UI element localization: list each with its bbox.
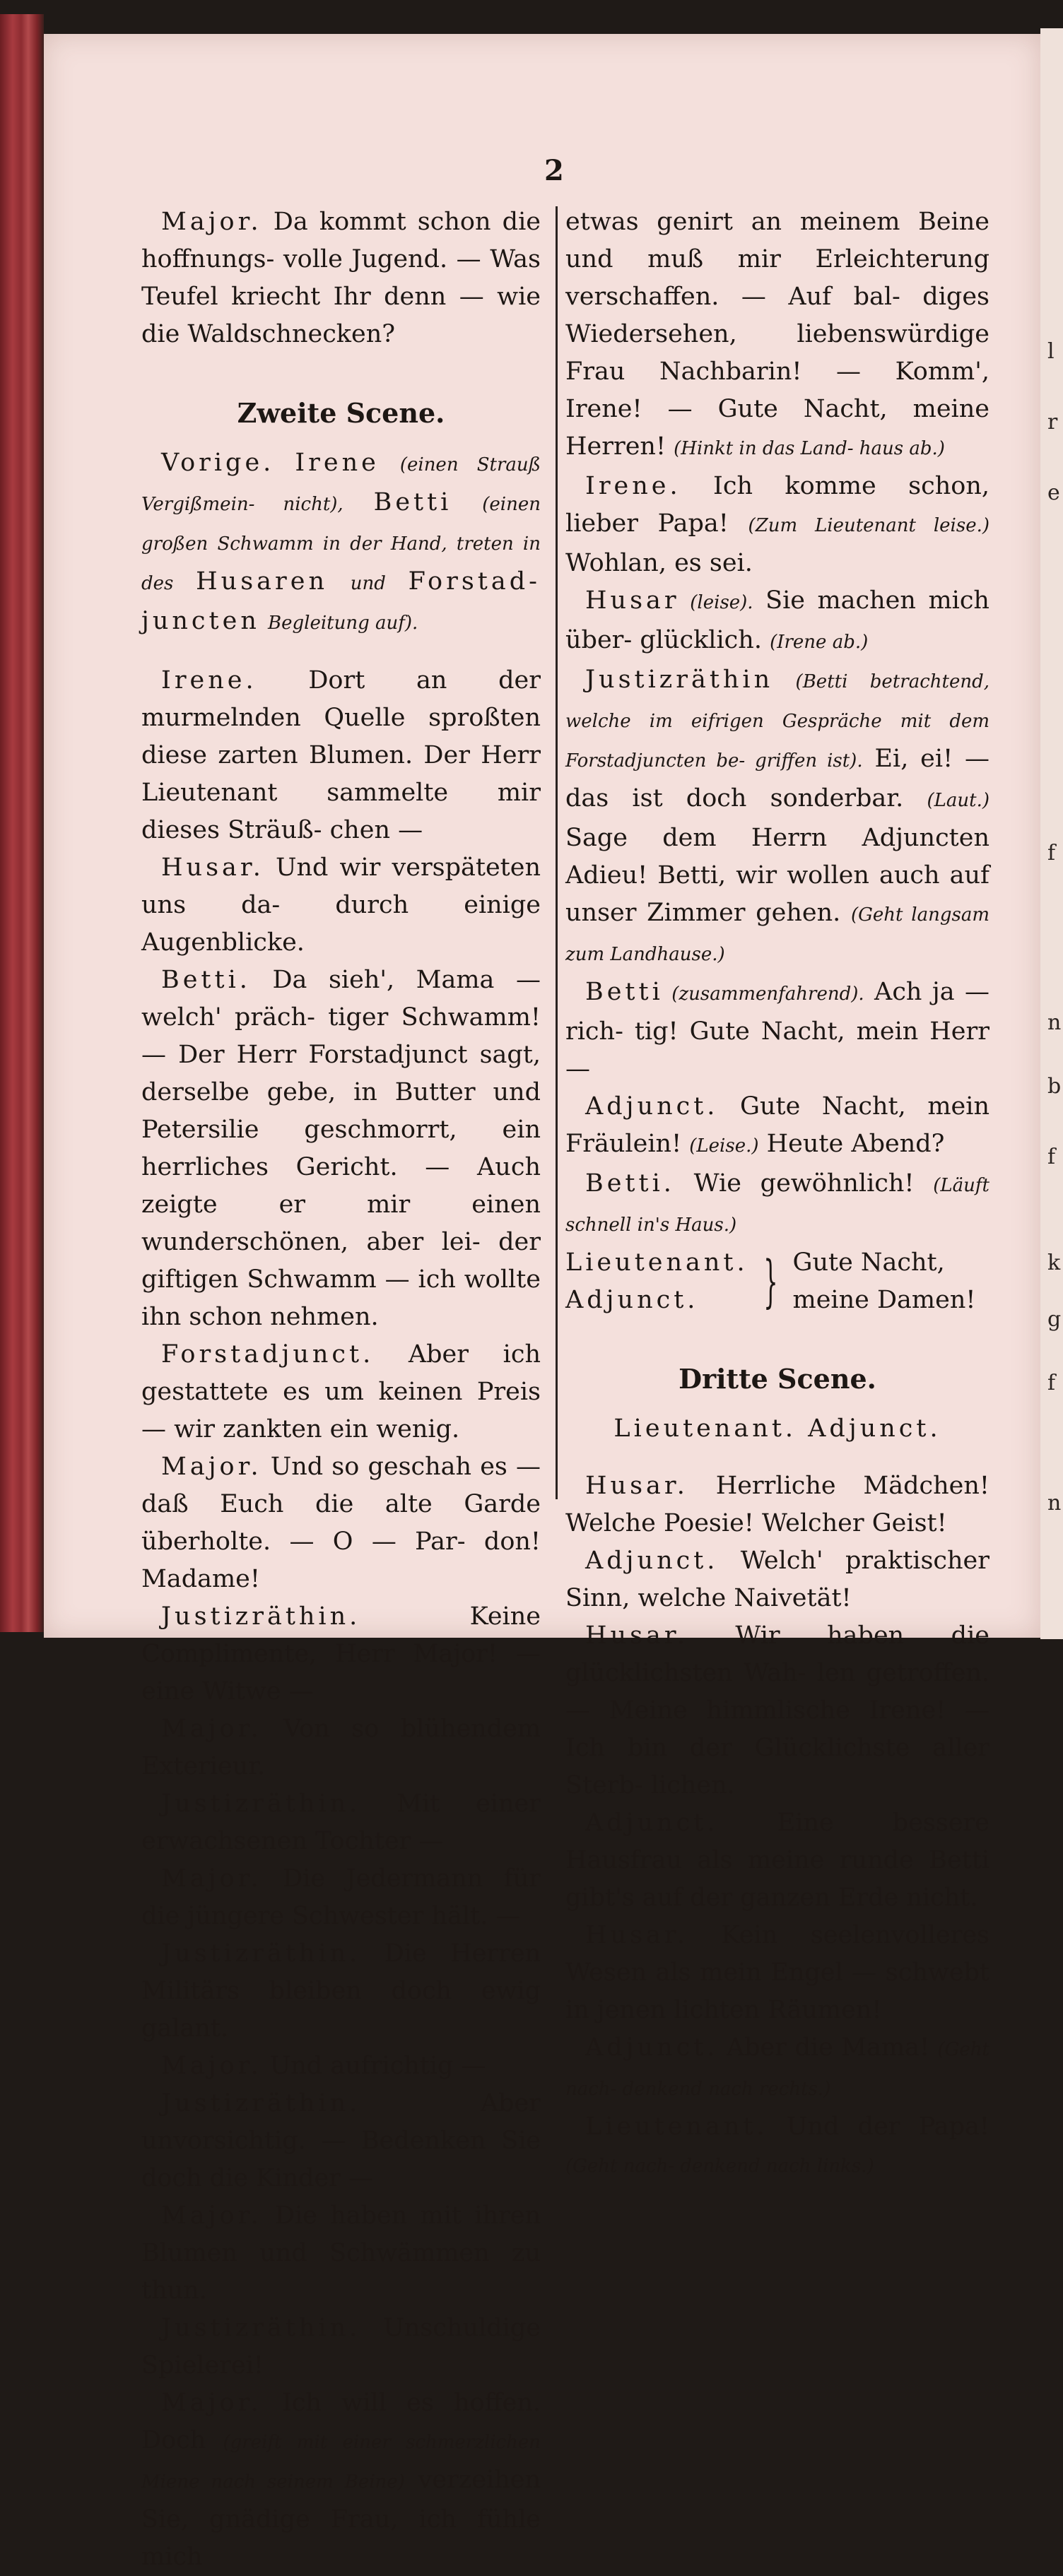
cast-direction: (einen großen Schwamm in der Hand, treten in des <box>141 494 541 594</box>
line-text: Ich will es hoffen. Doch <box>141 2389 541 2454</box>
dialogue-line <box>565 1542 989 1617</box>
dialogue-line <box>565 1804 989 1917</box>
dialogue-line <box>141 1336 541 1448</box>
dialogue-line <box>565 2029 989 2108</box>
dialogue-line <box>141 2385 541 2576</box>
dialogue-line <box>565 2108 989 2185</box>
speaker-name: Major. <box>161 2052 262 2080</box>
stage-direction: (Leise.) <box>689 1135 759 1157</box>
facing-page-letter: g <box>1047 1307 1062 1332</box>
speaker-name: Husar. <box>585 1621 688 1650</box>
speaker-name: Husar. <box>585 1921 688 1949</box>
stage-direction: (zusammenfahrend). <box>663 983 864 1005</box>
dialogue-line <box>141 1598 541 1711</box>
dialogue-line <box>565 1617 989 1804</box>
facing-page-letter: n <box>1047 1491 1062 1516</box>
speaker-name: Major. <box>161 2389 262 2417</box>
speaker-name: Forstadjunct. <box>161 1340 375 1369</box>
facing-page-letter: f <box>1047 841 1056 865</box>
line-text: Von so blühendem Exterieur. <box>141 1715 541 1780</box>
speaker-name: Lieutenant. <box>565 1248 748 1277</box>
speaker-name: Major. <box>161 208 262 236</box>
right-column <box>565 203 989 2185</box>
stage-direction: (Zum Lieutenant leise.) <box>748 515 989 536</box>
speaker-name: Major. <box>161 1865 262 1893</box>
speaker-name: Betti. <box>161 966 251 994</box>
line-text: Aber ich gestattete es um keinen Preis — wir zankten ein wenig. <box>141 1340 541 1443</box>
line-text: Herrliche Mädchen! Welche Poesie! Welcher Geist! <box>565 1472 989 1537</box>
line-text: Gute Nacht, meine Damen! <box>792 1248 976 1314</box>
line-text: Und aufrichtig — <box>262 2052 486 2080</box>
dialogue-line <box>141 849 541 962</box>
scene-heading: Zweite Scene. <box>237 397 445 429</box>
brace-glyph: } <box>763 1248 778 1314</box>
dialogue-line <box>565 1165 989 1244</box>
speaker-name: Major. <box>161 1715 262 1743</box>
stage-direction: (leise). <box>679 592 753 613</box>
cast-name: Irene <box>295 449 380 477</box>
line-text: Heute Abend? <box>758 1130 945 1158</box>
facing-page-letter: n <box>1047 1010 1062 1035</box>
facing-page-letter: f <box>1047 1145 1056 1169</box>
line-text: Aber die Mama! <box>718 2033 938 2062</box>
joint-speakers <box>565 1244 748 1319</box>
left-column <box>141 203 541 2576</box>
line-text: Die Jedermann für die jüngere Schwester hält. — <box>141 1865 541 1930</box>
line-text: Mit einer erwachsenen Tochter — <box>141 1790 541 1855</box>
line-text: Keine Complimente, Herr Major! — eine Witwe — <box>141 1602 541 1706</box>
speaker-name: Major. <box>161 2202 262 2230</box>
stage-direction: (Irene ab.) <box>770 632 869 653</box>
line-text: Gute Nacht, mein Fräulein! <box>565 1092 989 1158</box>
speaker-name: Betti. <box>585 1169 675 1198</box>
speaker-name: Justizräthin. <box>161 1790 361 1818</box>
facing-page-edge <box>1040 28 1063 1639</box>
stage-direction <box>141 444 541 642</box>
cast-direction: und <box>350 573 386 594</box>
scene-cast: Lieutenant. Adjunct. <box>613 1414 941 1443</box>
line-text: Wie gewöhnlich! <box>674 1169 934 1198</box>
speaker-name: Major. <box>161 1453 262 1481</box>
line-text: Die haben mit ihren Blumen und Schwämmen zu thun. <box>141 2202 541 2305</box>
book-edge <box>0 14 44 1632</box>
dialogue-line <box>565 1917 989 2029</box>
dialogue-line <box>141 2310 541 2385</box>
dialogue-line <box>141 2048 541 2085</box>
speaker-name: Husar. <box>161 853 264 882</box>
dialogue-line <box>141 2197 541 2310</box>
line-text: Die Herren Militärs bleiben doch ewig galant. <box>141 1939 541 2043</box>
cast-direction: (einen Strauß Vergißmein- nicht), <box>141 454 541 515</box>
dialogue-line <box>141 2085 541 2197</box>
speaker-name: Justizräthin. <box>161 2314 361 2342</box>
line-text: Ich komme schon, lieber Papa! <box>565 472 989 538</box>
stage-direction: (greift mit einer schmerzlichen Miene nach seinem Beine) <box>141 2432 541 2493</box>
line-text: Sage dem Herrn Adjuncten Adieu! Betti, wir wollen auch auf unser Zimmer gehen. <box>565 824 989 927</box>
line-text: Und der Papa! <box>768 2113 989 2141</box>
speaker-name: Adjunct. <box>585 1547 719 1575</box>
stage-direction: (Betti betrachtend, welche im eifrigen Gespräche mit dem Forstadjuncten be- griffen ist). <box>565 671 989 772</box>
facing-page-letter: b <box>1047 1074 1062 1099</box>
facing-page-letter: k <box>1047 1251 1061 1275</box>
dialogue-line <box>565 582 989 661</box>
facing-page-letter: l <box>1047 339 1055 364</box>
stage-direction: (Geht nach- denkend nach links.) <box>565 2156 874 2177</box>
dialogue-line <box>141 1785 541 1860</box>
speaker-name: Lieutenant. <box>585 2113 768 2141</box>
dialogue-line <box>141 203 541 353</box>
stage-direction: (Geht nach- denkend nach rechts.) <box>565 2039 989 2100</box>
cast-vorige: Vorige. <box>161 449 275 477</box>
line-text: Welch' praktischer Sinn, welche Naivetät! <box>565 1547 989 1612</box>
line-text: etwas genirt an meinem Beine und muß mir Erleichterung verschaffen. — Auf bal- diges Wiedersehen, liebenswürdige Frau Nachbarin! — Komm', Irene! — Gute Nacht, meine Herren! <box>565 208 989 461</box>
stage-direction: (Geht langsam zum Landhause.) <box>565 904 989 965</box>
stage-direction: (Läuft schnell in's Haus.) <box>565 1175 989 1236</box>
cast-name: Betti <box>373 488 452 516</box>
line-text: Eine bessere Hausfrau als meine runde Betti gibt's auf der ganzen Erde nicht. <box>565 1809 989 1912</box>
dialogue-line <box>141 1935 541 2048</box>
dialogue-line <box>565 203 989 468</box>
speaker-name: Adjunct. <box>585 1092 719 1121</box>
dialogue-line <box>565 1467 989 1542</box>
line-text: Und wir verspäteten uns da- durch einige Augenblicke. <box>141 853 541 957</box>
line-text: Wohlan, es sei. <box>565 549 753 577</box>
line-text: verzeihen Sie, gnädige Frau, ich fühle mich <box>141 2466 541 2571</box>
scene-heading: Dritte Scene. <box>679 1363 876 1395</box>
dialogue-line <box>565 1088 989 1165</box>
speaker-name: Justizräthin. <box>161 2089 361 2117</box>
line-text: Aber unvorsichtig. — Bedenken Sie doch die Kinder — <box>141 2089 541 2192</box>
cast-direction: Begleitung auf). <box>268 613 418 634</box>
dialogue-line <box>565 468 989 582</box>
speaker-name: Irene. <box>161 666 257 695</box>
speaker-name: Irene. <box>585 472 681 500</box>
speaker-name: Justizräthin. <box>161 1602 361 1631</box>
cast-name: Forstad- juncten <box>141 567 541 635</box>
dialogue-line <box>141 962 541 1336</box>
line-text: Sie machen mich über- glücklich. <box>565 586 989 654</box>
speaker-name: Adjunct. <box>585 2033 719 2062</box>
speaker-name: Husar. <box>585 1472 688 1500</box>
facing-page-letter: r <box>1047 410 1058 435</box>
dialogue-line <box>141 1711 541 1785</box>
line-text: Unschuldige Spielerei! <box>141 2314 541 2380</box>
line-text: Da kommt schon die hoffnungs- volle Jugend. — Was Teufel kriecht Ihr denn — wie die Waldschnecken? <box>141 208 541 348</box>
line-text: Kein seelenvolleres Wesen als mein Engel — schwebt in jenen lichten Räumen! <box>565 1921 989 2024</box>
speaker-name: Adjunct. <box>565 1286 699 1314</box>
column-divider <box>556 206 558 1499</box>
dialogue-line <box>141 1448 541 1598</box>
speaker-name: Adjunct. <box>585 1809 719 1837</box>
speaker-name: Husar <box>585 586 680 615</box>
dialogue-line <box>565 661 989 974</box>
line-text: Und so geschah es — daß Euch die alte Garde überholte. — O — Par- don! Madame! <box>141 1453 541 1593</box>
facing-page-letter: e <box>1047 480 1060 505</box>
line-text: Wir haben die glücklichsten Wah- len getroffen. — Meine himmlische Irene! — Ich bin der Glücklichste aller Sterb- lichen. <box>565 1621 989 1800</box>
cast-name: Husaren <box>196 567 329 596</box>
stage-direction: (Laut.) <box>927 790 989 811</box>
speaker-name: Betti <box>585 978 664 1006</box>
page-number: 2 <box>544 154 564 187</box>
line-text: Dort an der murmelnden Quelle sproßten diese zarten Blumen. Der Herr Lieutenant sammelte mir dieses Sträuß- chen — <box>141 666 541 844</box>
speaker-name: Justizräthin. <box>161 1939 361 1968</box>
joint-line <box>565 1244 989 1319</box>
stage-direction: (Hinkt in das Land- haus ab.) <box>674 438 945 459</box>
facing-page-letter: f <box>1047 1371 1056 1395</box>
line-text: Da sieh', Mama — welch' präch- tiger Schwamm! — Der Herr Forstadjunct sagt, derselbe gebe, in Butter und Petersilie geschmorrt, ein herrliches Gericht. — Auch zeigte er mir einen wunderschönen, aber lei- der giftigen Schwamm — ich wollte ihn schon nehmen. <box>141 966 541 1331</box>
line-text: Ei, ei! — das ist doch sonderbar. <box>565 745 989 813</box>
line-text: Ach ja — rich- tig! Gute Nacht, mein Herr — <box>565 978 989 1083</box>
speaker-name: Justizräthin <box>585 666 774 694</box>
dialogue-line <box>141 662 541 849</box>
dialogue-line <box>141 1860 541 1935</box>
dialogue-line <box>565 974 989 1088</box>
